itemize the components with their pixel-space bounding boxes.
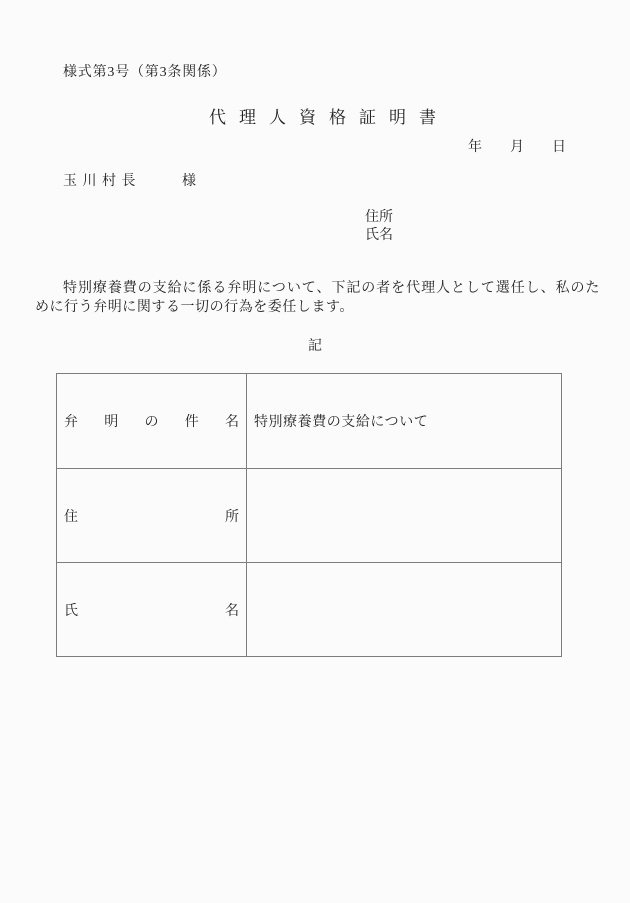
name-label: 氏名 xyxy=(64,603,239,619)
table-row-name-label-cell xyxy=(57,562,246,656)
subject-label: 弁明の件名 xyxy=(64,415,239,430)
details-table xyxy=(56,373,562,657)
name-value-cell xyxy=(246,562,561,656)
addressee-honorific: 様 xyxy=(182,174,196,189)
section-marker: 記 xyxy=(308,339,322,354)
sender-address-label: 住所 xyxy=(365,210,393,225)
subject-value-cell: 特別療養費の支給について xyxy=(246,374,561,468)
form-number: 様式第3号（第3条関係） xyxy=(63,65,227,80)
document-title: 代理人資格証明書 xyxy=(209,108,449,127)
delegation-paragraph: 特別療養費の支給に係る弁明について、下記の者を代理人として選任し、私のために行う弁明に関する一切の行為を委任します。 xyxy=(35,281,600,315)
address-value-cell xyxy=(246,468,561,562)
sender-name-label: 氏名 xyxy=(365,227,393,243)
table-row-subject-label-cell xyxy=(57,374,246,468)
table-row-address-label-cell xyxy=(57,468,246,562)
address-label: 住所 xyxy=(64,509,239,525)
date-line: 年 月 日 xyxy=(468,140,566,155)
sender-block xyxy=(365,209,393,244)
addressee-name: 玉川村長 xyxy=(63,174,141,189)
